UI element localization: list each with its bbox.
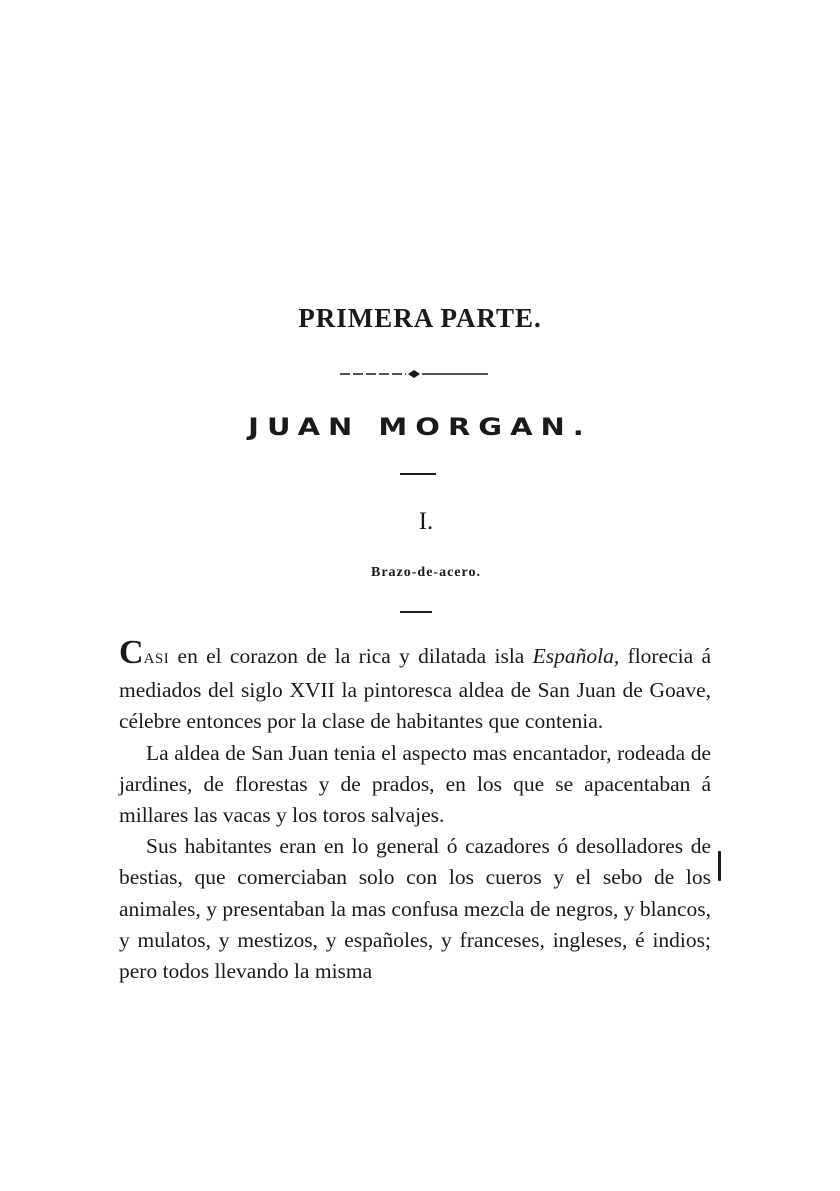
drop-cap: C [119, 634, 144, 671]
body-text [119, 634, 712, 987]
divider-rule [400, 473, 436, 475]
ornament-divider [340, 368, 488, 380]
paragraph-text: en el corazon de la rica y dilatada isla [169, 644, 533, 668]
margin-mark [718, 851, 721, 881]
paragraph [119, 634, 712, 738]
chapter-title: Brazo-de-acero. [371, 565, 481, 580]
paragraph-text: florecia á mediados del siglo XVII la pintoresca aldea de San Juan de Goave, célebre entonces por la clase de habitantes que contenia. [119, 644, 712, 734]
paragraph: La aldea de San Juan tenia el aspecto mas encantador, rodeada de jardines, de florestas y de prados, en los que se apacentaban á millares las vacas y los toros salvajes. [119, 740, 711, 828]
divider-rule [400, 611, 432, 613]
italic-word: Española, [532, 644, 620, 668]
book-title: JUAN MORGAN. [248, 413, 592, 441]
part-title: PRIMERA PARTE. [298, 303, 542, 333]
small-caps-text: ASI [143, 651, 170, 667]
chapter-number: I. [418, 508, 434, 535]
paragraph: Sus habitantes eran en lo general ó cazadores ó desolladores de bestias, que comerciaban solo con los cueros y el sebo de los animales, y presentaban la mas confusa mezcla de negros, y blancos, y mulatos, y mestizos, y españoles, y franceses, ingleses, é indios; pero todos llevando la misma [119, 834, 711, 984]
